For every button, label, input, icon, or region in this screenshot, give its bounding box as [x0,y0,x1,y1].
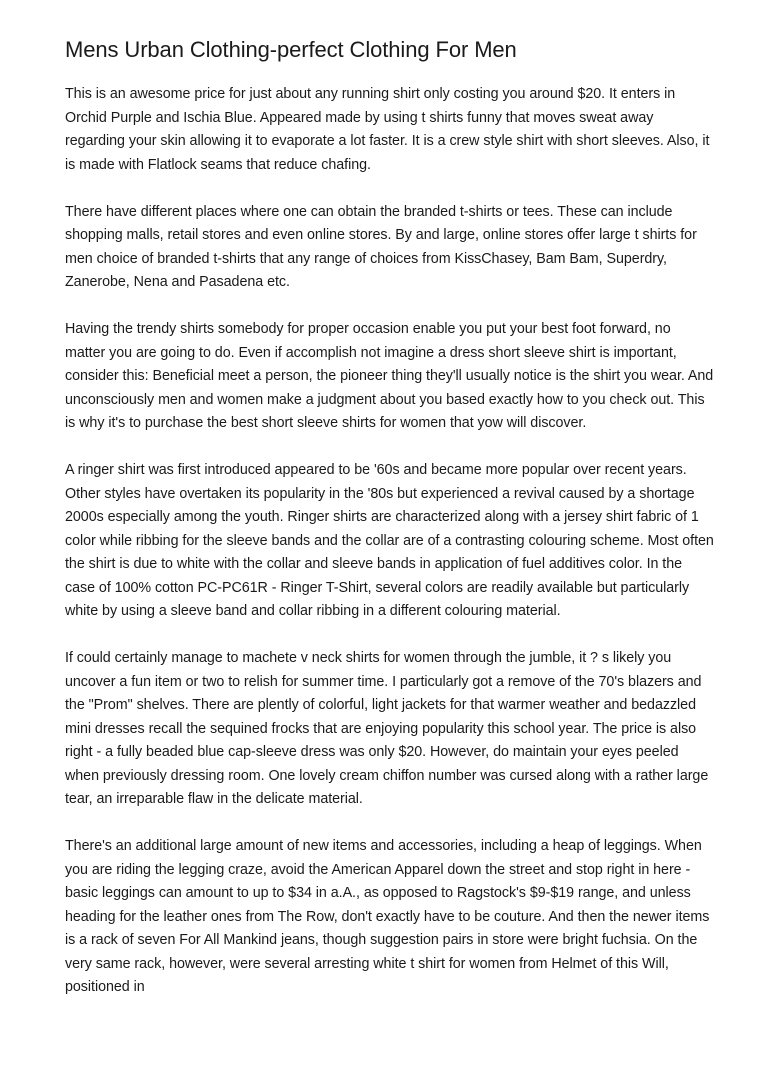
paragraph: There's an additional large amount of new items and accessories, including a heap of leggings. When you are riding the legging craze, avoid the American Apparel down the street and stop right in here - basic leggings can amount to up to $34 in a.A., as opposed to Ragstock's $9-$19 range, and unless heading for the leather ones from The Row, don't exactly have to be couture. And then the newer items is a rack of seven For All Mankind jeans, though suggestion pairs in store were bright fuchsia. On the very same rack, however, were several arresting white t shirt for women from Helmet of this Will, positioned in [65,838,710,995]
paragraph: A ringer shirt was first introduced appeared to be '60s and became more popular over recent years. Other styles have overtaken its popularity in the '80s but experienced a revival caused by a shortage 2000s especially among the youth. Ringer shirts are characterized along with a jersey shirt fabric of 1 color while ribbing for the sleeve bands and the collar are of a contrasting colouring scheme. Most often the shirt is due to white with the collar and sleeve bands in application of fuel additives color. In the case of 100% cotton PC-PC61R - Ringer T-Shirt, several colors are readily available but particularly white by using a sleeve band and collar ribbing in a different colouring material. [65,462,714,619]
paragraph: Having the trendy shirts somebody for proper occasion enable you put your best foot forward, no matter you are going to do. Even if accomplish not imagine a dress short sleeve shirt is important, consider this: Beneficial meet a person, the pioneer thing they'll usually notice is the shirt you wear. And unconsciously men and women make a judgment about you based exactly how to you check out. This is why it's to purchase the best short sleeve shirts for women that yow will discover. [65,321,714,431]
paragraph: There have different places where one can obtain the branded t-shirts or tees. These can include shopping malls, retail stores and even online stores. By and large, online stores offer large t shirts for men choice of branded t-shirts that any range of choices from KissChasey, Bam Bam, Superdry, Zanerobe, Nena and Pasadena etc. [65,203,697,290]
paragraph: If could certainly manage to machete v neck shirts for women through the jumble, it ? s likely you uncover a fun item or two to relish for summer time. I particularly got a remove of the 70's blazers and the "Prom" shelves. There are plently of colorful, light jackets for that warmer weather and bedazzled mini dresses recall the sequined frocks that are enjoying popularity this school year. The price is also right - a fully beaded blue cap-sleeve dress was only $20. However, do maintain your eyes peeled when previously dressing room. One lovely cream chiffon number was cursed along with a rather large tear, an irreparable flaw in the delicate material. [65,650,709,807]
document-title: Mens Urban Clothing-perfect Clothing For Men [65,37,517,62]
paragraph: This is an awesome price for just about any running shirt only costing you around $20. It enters in Orchid Purple and Ischia Blue. Appeared made by using t shirts funny that moves sweat away regarding your skin allowing it to evaporate a lot faster. It is a crew style shirt with short sleeves. Also, it is made with Flatlock seams that reduce chafing. [65,86,710,173]
